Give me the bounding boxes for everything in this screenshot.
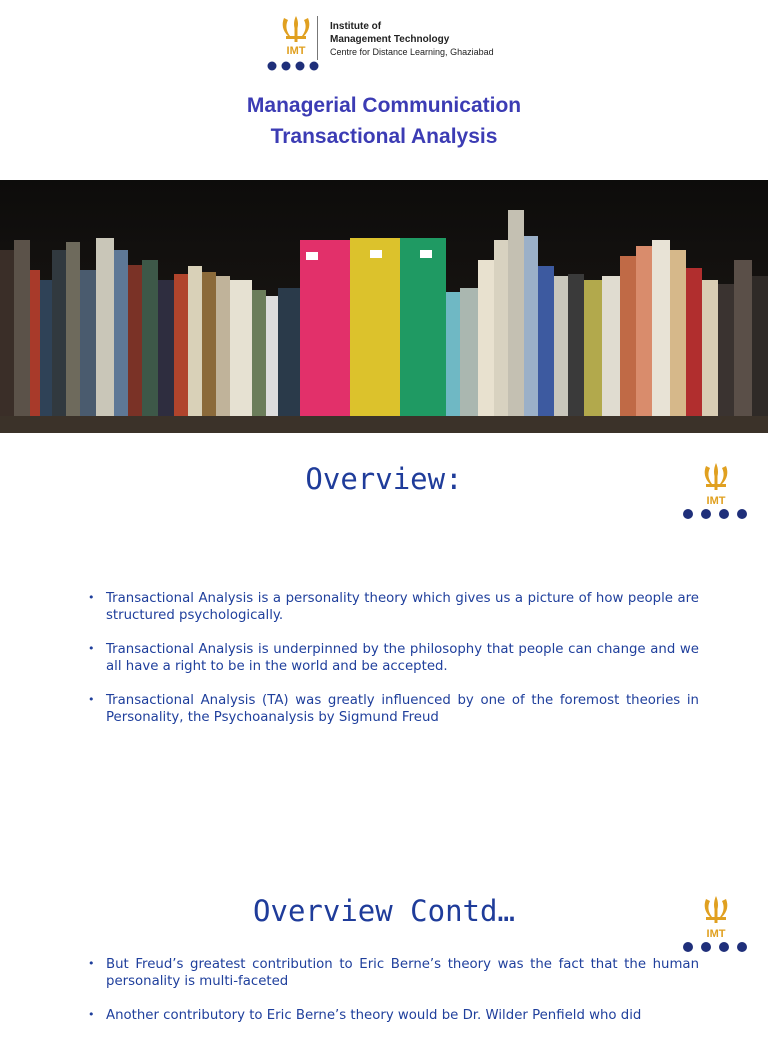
imt-logo-text: IMT — [286, 45, 306, 57]
cover-title-line1: Managerial Communication — [246, 94, 522, 117]
bullet-text: Transactional Analysis is underpinned by the philosophy that people can change and we all have a right to be in the world and be accepted. — [106, 642, 699, 674]
bullet-text: Another contributory to Eric Berne’s theory would be Dr. Wilder Penfield who did — [106, 1008, 642, 1023]
imt-emblem-icon — [680, 895, 752, 953]
bullet-text: Transactional Analysis is a personality theory which gives us a picture of how people are structured psychologically. — [106, 591, 699, 623]
imt-logo-text: IMT — [706, 928, 726, 940]
imt-logo-text: IMT — [706, 495, 726, 507]
logo-divider — [317, 16, 318, 60]
imt-header-logo — [266, 14, 506, 72]
slide2-bullet-list — [88, 956, 699, 1041]
cover-title-line2: Transactional Analysis — [270, 125, 498, 148]
imt-emblem-icon — [680, 462, 752, 520]
slide1-title: Overview: — [305, 462, 463, 496]
list-item: • Transactional Analysis (TA) was greatly influenced by one of the foremost theories in Personality, the Psychoanalysis by Sigmund Freud — [88, 693, 699, 725]
bookshelf-photo — [0, 180, 768, 433]
list-item: • Transactional Analysis is underpinned by the philosophy that people can change and we all have a right to be in the world and be accepted. — [88, 642, 699, 674]
institute-line1: Institute of — [330, 21, 382, 32]
institute-name — [330, 20, 449, 46]
slide2-title: Overview Contd… — [253, 894, 515, 928]
bullet-text: But Freud’s greatest contribution to Eric Berne’s theory was the fact that the human personality is multi-faceted — [106, 957, 699, 989]
list-item: • But Freud’s greatest contribution to Eric Berne’s theory was the fact that the human personality is multi-faceted — [88, 957, 699, 989]
bullet-text: Transactional Analysis (TA) was greatly influenced by one of the foremost theories in Personality, the Psychoanalysis by Sigmund Freud — [106, 693, 699, 725]
list-item: • Transactional Analysis is a personality theory which gives us a picture of how people are structured psychologically. — [88, 591, 699, 623]
institute-line2: Management Technology — [330, 34, 450, 45]
institute-subtitle: Centre for Distance Learning, Ghaziabad — [330, 47, 494, 57]
list-item: • Another contributory to Eric Berne’s theory would be Dr. Wilder Penfield who did — [88, 1008, 642, 1023]
slide1-bullet-list — [88, 590, 699, 743]
